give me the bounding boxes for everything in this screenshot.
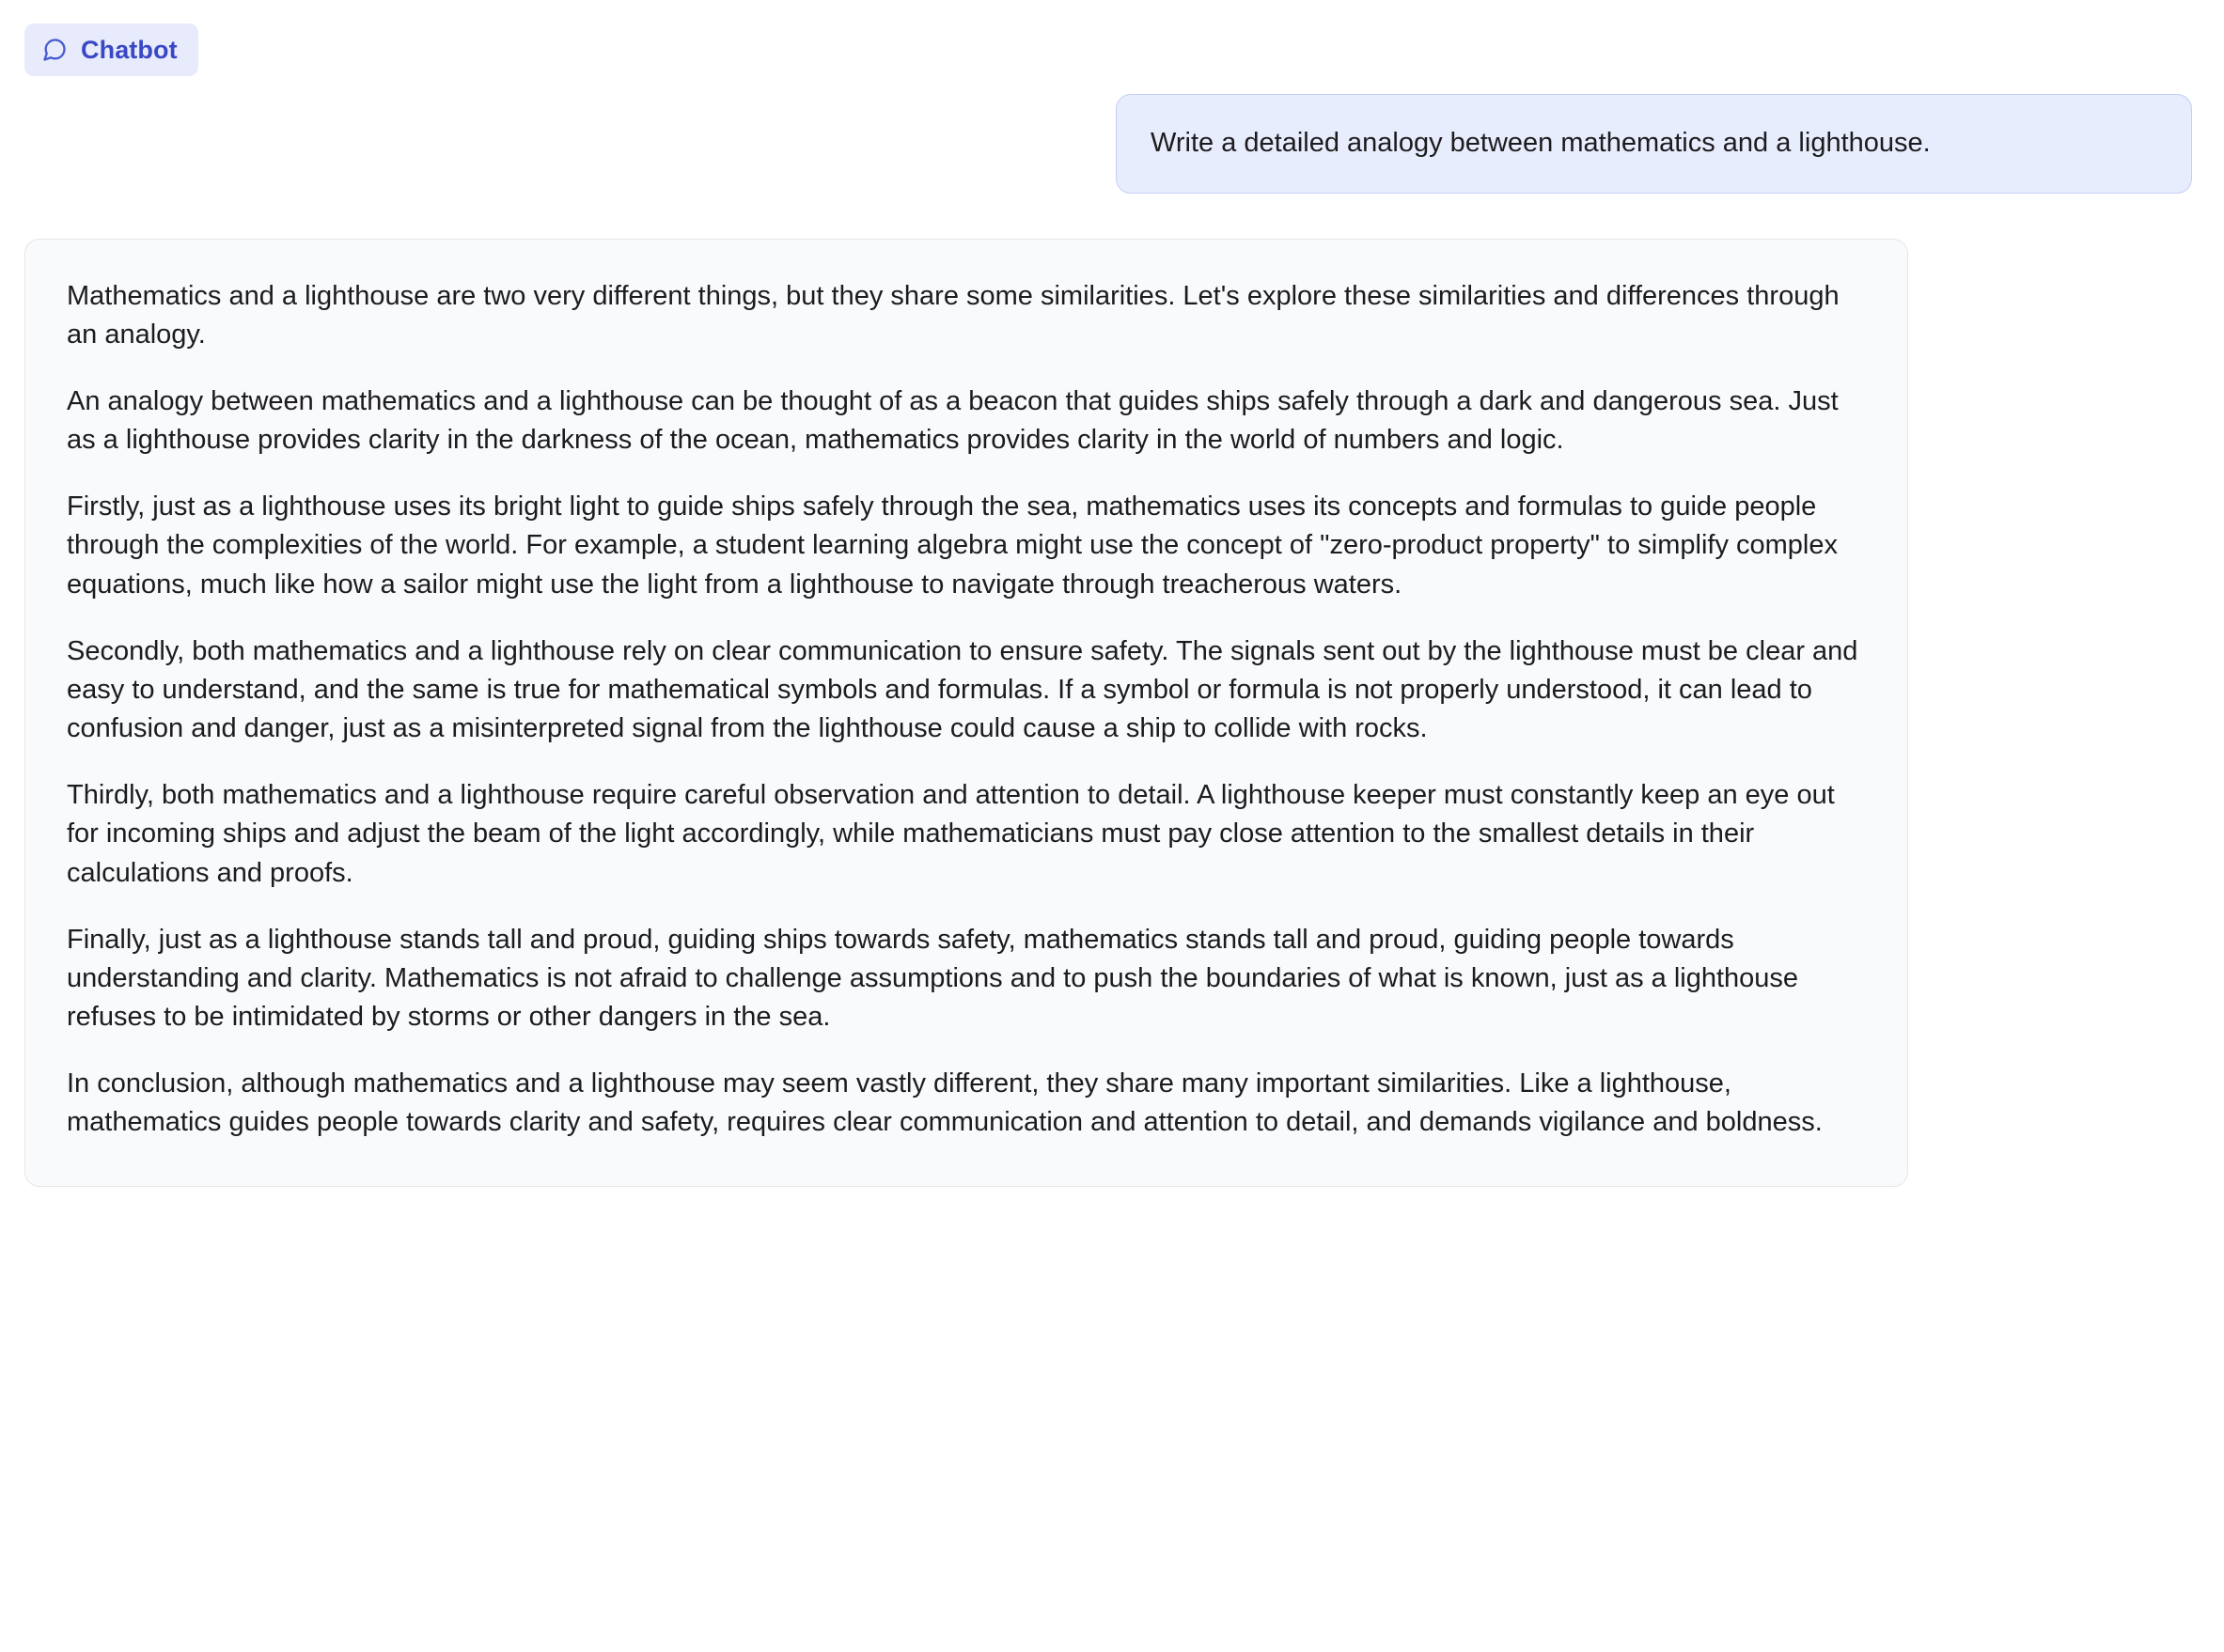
bot-paragraph: Firstly, just as a lighthouse uses its bright light to guide ships safely through the sea, mathematics uses its concepts and formulas to guide people through the complexities of the world. For example, a student learning algebra might use the concept of "zero-product property" to simplify complex equations, much like how a sailor might use the light from a lighthouse to navigate through treacherous waters. bbox=[67, 491, 1838, 600]
chatbot-label-text: Chatbot bbox=[81, 35, 178, 64]
bot-paragraph: Finally, just as a lighthouse stands tall and proud, guiding ships towards safety, mathematics stands tall and proud, guiding people towards understanding and clarity. Mathematics is not afraid to challenge assumptions and to push the boundaries of what is known, just as a lighthouse refuses to be intimidated by storms or other dangers in the sea. bbox=[67, 924, 1799, 1033]
bot-paragraph: Secondly, both mathematics and a lighthouse rely on clear communication to ensure safety. The signals sent out by the lighthouse must be clear and easy to understand, and the same is true for mathematical symbols and formulas. If a symbol or formula is not properly understood, it can lead to confusion and danger, just as a misinterpreted signal from the lighthouse could cause a ship to collide with rocks. bbox=[67, 635, 1858, 744]
user-message-row bbox=[24, 94, 2200, 194]
bot-paragraph: In conclusion, although mathematics and a lighthouse may seem vastly different, they share many important similarities. Like a lighthouse, mathematics guides people towards clarity and safety, requires clear communication and attention to detail, and demands vigilance and boldness. bbox=[67, 1068, 1823, 1138]
bot-message-row bbox=[24, 239, 2200, 1187]
bot-message-bubble[interactable] bbox=[24, 239, 1908, 1187]
chat-transcript bbox=[24, 94, 2200, 1187]
bot-paragraph: An analogy between mathematics and a lighthouse can be thought of as a beacon that guides ships safely through a dark and dangerous sea. Just as a lighthouse provides clarity in the darkness of the ocean, mathematics provides clarity in the world of numbers and logic. bbox=[67, 385, 1839, 456]
header-bar bbox=[24, 19, 2200, 81]
chat-bubble-icon bbox=[41, 37, 68, 63]
user-message-bubble[interactable]: Write a detailed analogy between mathematics and a lighthouse. bbox=[1116, 94, 2192, 194]
chatbot-label-chip[interactable] bbox=[24, 23, 198, 76]
bot-paragraph: Thirdly, both mathematics and a lighthouse require careful observation and attention to detail. A lighthouse keeper must constantly keep an eye out for incoming ships and adjust the beam of the light accordingly, while mathematicians must pay close attention to the smallest details in their calculations and proofs. bbox=[67, 780, 1835, 888]
bot-paragraph: Mathematics and a lighthouse are two very different things, but they share some similarities. Let's explore these similarities and differences through an analogy. bbox=[67, 280, 1840, 350]
